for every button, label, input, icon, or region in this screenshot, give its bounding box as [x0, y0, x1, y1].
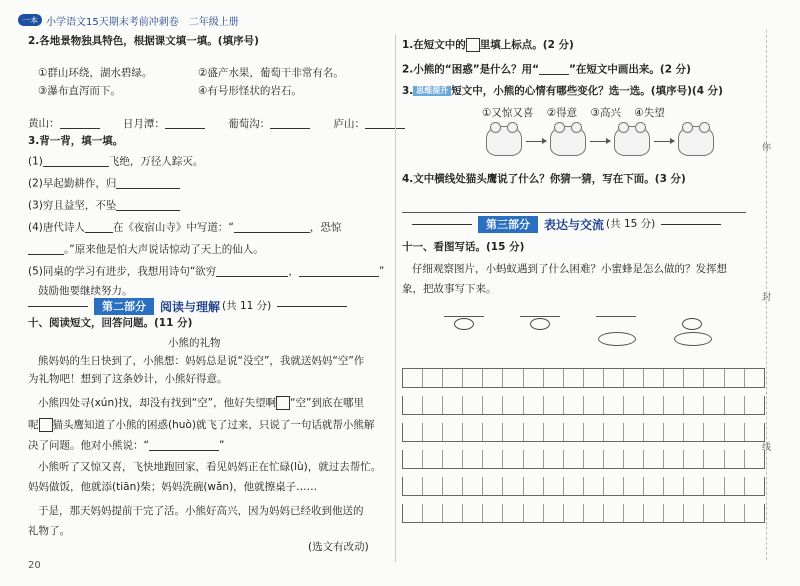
grid-cell[interactable]	[624, 504, 644, 522]
grid-cell[interactable]	[664, 477, 684, 495]
grid-row[interactable]	[402, 423, 765, 442]
place-lushan: 庐山：	[333, 117, 366, 130]
option: ③高兴	[590, 107, 621, 119]
story-title: 小熊的礼物	[168, 337, 221, 349]
grid-cell[interactable]	[664, 450, 684, 468]
grid-cell[interactable]	[463, 423, 483, 441]
grid-row[interactable]	[402, 450, 765, 469]
grid-cell[interactable]	[704, 477, 724, 495]
margin-char-1: 你	[762, 143, 772, 153]
divider-line	[28, 306, 88, 307]
grid-cell[interactable]	[604, 423, 624, 441]
part3-score: (共 15 分)	[606, 218, 656, 231]
answer-blank[interactable]	[60, 118, 100, 129]
grid-cell[interactable]	[503, 477, 523, 495]
grid-cell[interactable]	[704, 504, 724, 522]
grid-cell[interactable]	[664, 504, 684, 522]
underline-sample	[539, 64, 569, 75]
grid-cell[interactable]	[544, 396, 564, 414]
answer-blank[interactable]	[85, 222, 113, 233]
q3-item-1	[28, 156, 203, 167]
grid-cell[interactable]	[584, 423, 604, 441]
answer-blank[interactable]	[270, 118, 310, 129]
grid-cell[interactable]	[483, 396, 503, 414]
item-text: (5)同桌的学习有进步，我想用诗句“欲穷	[28, 265, 217, 278]
picture-ant-grass	[440, 298, 488, 350]
grid-cell[interactable]	[403, 423, 423, 441]
grid-cell[interactable]	[725, 450, 745, 468]
grid-cell[interactable]	[644, 423, 664, 441]
grid-cell[interactable]	[725, 423, 745, 441]
grid-cell[interactable]	[564, 504, 584, 522]
option: ①又惊又喜	[482, 107, 534, 119]
grid-cell[interactable]	[604, 477, 624, 495]
page-number: 20	[28, 560, 41, 571]
arrow-icon	[654, 141, 674, 142]
q2-option-3: ③瀑布直泻而下。	[38, 85, 121, 97]
q-text: 里填上标点。(2 分)	[479, 39, 574, 51]
grid-cell[interactable]	[604, 450, 624, 468]
grid-cell[interactable]	[624, 396, 644, 414]
column-divider	[395, 34, 396, 562]
grid-cell[interactable]	[684, 369, 704, 387]
grid-row[interactable]	[402, 477, 765, 496]
grid-cell[interactable]	[704, 369, 724, 387]
item-text: ”	[378, 265, 385, 278]
grid-cell[interactable]	[584, 396, 604, 414]
bear-face-icon	[678, 126, 714, 156]
place-putaogou: 葡萄沟：	[228, 117, 271, 130]
item-num: (1)	[28, 155, 43, 168]
q3-item-2	[28, 178, 180, 189]
item-text: 在《夜宿山寺》中写道：“	[112, 221, 234, 234]
grid-cell[interactable]	[564, 396, 584, 414]
page-header	[18, 12, 239, 28]
grid-cell[interactable]	[704, 423, 724, 441]
bear-face-icon	[614, 126, 650, 156]
story-text: ”	[218, 439, 225, 452]
grid-cell[interactable]	[584, 504, 604, 522]
answer-blank[interactable]	[165, 118, 205, 129]
grid-cell[interactable]	[524, 504, 544, 522]
q3-item-5	[28, 266, 384, 277]
q3-item-3	[28, 200, 180, 211]
grid-cell[interactable]	[524, 396, 544, 414]
grid-cell[interactable]	[624, 477, 644, 495]
divider-line	[277, 306, 347, 307]
item-text: 飞绝，万径人踪灭。	[108, 155, 204, 168]
grid-cell[interactable]	[483, 504, 503, 522]
grid-cell[interactable]	[423, 396, 443, 414]
divider-line	[412, 224, 472, 225]
grid-cell[interactable]	[664, 423, 684, 441]
q11-title: 十一、看图写话。(15 分)	[402, 241, 525, 253]
leaf-icon	[598, 332, 636, 346]
grid-cell[interactable]	[644, 369, 664, 387]
q2-option-2: ②盛产水果，葡萄干非常有名。	[198, 67, 344, 79]
grid-cell[interactable]	[624, 423, 644, 441]
r-q4: 4.文中横线处猫头鹰说了什么？你猜一猜，写在下面。(3 分)	[402, 173, 686, 185]
grid-cell[interactable]	[564, 450, 584, 468]
grid-cell[interactable]	[403, 450, 423, 468]
writing-grid[interactable]	[402, 368, 765, 531]
ant-icon	[454, 318, 474, 330]
story-p2-line1	[38, 396, 364, 410]
grid-cell[interactable]	[725, 369, 745, 387]
part2-score: (共 11 分)	[222, 300, 272, 313]
q2-option-4: ④有号形怪状的岩石。	[198, 85, 302, 97]
grid-cell[interactable]	[745, 477, 764, 495]
grid-cell[interactable]	[644, 396, 664, 414]
grid-cell[interactable]	[403, 504, 423, 522]
story-p2-line2	[28, 418, 374, 432]
grid-cell[interactable]	[604, 504, 624, 522]
grid-cell[interactable]	[664, 369, 684, 387]
r-q1	[402, 38, 574, 52]
divider-line	[661, 224, 721, 225]
story-text: 呢	[28, 419, 39, 431]
margin-char-2: 封	[762, 293, 772, 303]
grid-cell[interactable]	[745, 423, 764, 441]
item-text: (4)唐代诗人	[28, 221, 85, 234]
part2-badge: 第二部分	[94, 298, 154, 315]
grid-cell[interactable]	[584, 369, 604, 387]
grid-cell[interactable]	[503, 450, 523, 468]
grid-row[interactable]	[402, 396, 765, 415]
bear-face-icon	[486, 126, 522, 156]
grid-cell[interactable]	[564, 423, 584, 441]
grid-cell[interactable]	[423, 477, 443, 495]
q-num: 3.	[402, 85, 414, 97]
answer-blank[interactable]	[43, 156, 109, 167]
item-text: 。”原来他是怕大声说话惊动了天上的仙人。	[64, 243, 264, 256]
part2-heading	[28, 298, 378, 315]
grid-cell[interactable]	[443, 423, 463, 441]
story-p2-line3	[28, 440, 224, 451]
grid-cell[interactable]	[403, 369, 423, 387]
grid-cell[interactable]	[644, 450, 664, 468]
punct-box-icon	[466, 38, 480, 52]
grid-cell[interactable]	[684, 477, 704, 495]
grid-cell[interactable]	[423, 423, 443, 441]
q2-option-1: ①群山环绕，湖水碧绿。	[38, 67, 153, 79]
arrow-icon	[590, 141, 610, 142]
grid-cell[interactable]	[403, 396, 423, 414]
grid-cell[interactable]	[463, 504, 483, 522]
book-title: 小学语文15天期末考前冲刺卷	[46, 16, 179, 28]
grid-cell[interactable]	[624, 369, 644, 387]
picture-bee-flower	[516, 298, 564, 350]
option: ④失望	[634, 107, 665, 119]
grid-cell[interactable]	[443, 450, 463, 468]
grid-cell[interactable]	[704, 450, 724, 468]
q-text: 1.在短文中的	[402, 39, 466, 51]
grid-cell[interactable]	[544, 477, 564, 495]
grid-cell[interactable]	[704, 396, 724, 414]
grid-cell[interactable]	[684, 396, 704, 414]
story-p1a: 熊妈妈的生日快到了，小熊想：妈妈总是说“没空”，我就送妈妈“空”作	[38, 355, 365, 367]
q-text: 短文中，小熊的心情有哪些变化？选一选。(填序号)(4 分)	[451, 85, 723, 97]
answer-blank[interactable]	[116, 178, 180, 189]
grid-cell[interactable]	[664, 396, 684, 414]
grid-cell[interactable]	[463, 477, 483, 495]
grid-cell[interactable]	[745, 369, 764, 387]
grid-cell[interactable]	[443, 396, 463, 414]
r-q2	[402, 64, 691, 75]
q2-title: 2.各地景物独具特色，根据课文填一填。(填序号)	[28, 35, 259, 47]
grid-cell[interactable]	[644, 504, 664, 522]
q11-prompt-a: 仔细观察图片，小蚂蚁遇到了什么困难？小蜜蜂是怎么做的？发挥想	[412, 263, 727, 275]
grid-cell[interactable]	[684, 423, 704, 441]
item-text: (2)早起勤耕作，归	[28, 177, 117, 190]
grid-row[interactable]	[402, 368, 765, 388]
grid-cell[interactable]	[544, 423, 564, 441]
story-text: 小熊四处寻(xún)找，却没有找到“空”，他好失望啊	[38, 397, 277, 409]
grid-cell[interactable]	[584, 477, 604, 495]
answer-blank[interactable]	[234, 222, 310, 233]
grid-cell[interactable]	[463, 369, 483, 387]
r-q3	[402, 86, 723, 97]
q2-place-row	[28, 118, 405, 129]
grid-row[interactable]	[402, 504, 765, 523]
grid-cell[interactable]	[544, 450, 564, 468]
picture-ant-leaf	[668, 298, 716, 350]
grid-cell[interactable]	[423, 369, 443, 387]
r-q3-options	[482, 108, 665, 119]
grade-label: 二年级上册	[188, 16, 239, 28]
story-pictures	[440, 298, 716, 350]
margin-char-3: 线	[762, 443, 772, 453]
place-riyuetan: 日月潭：	[122, 117, 165, 130]
grid-cell[interactable]	[564, 477, 584, 495]
grid-cell[interactable]	[544, 504, 564, 522]
q3-item-4-cont	[28, 244, 264, 255]
picture-ant-water	[592, 298, 640, 350]
story-p4a: 于是，那天妈妈提前干完了活。小熊好高兴，因为妈妈已经收到他送的	[38, 505, 364, 517]
grid-cell[interactable]	[684, 504, 704, 522]
grid-cell[interactable]	[644, 477, 664, 495]
grid-cell[interactable]	[503, 369, 523, 387]
grid-cell[interactable]	[463, 396, 483, 414]
grid-cell[interactable]	[604, 396, 624, 414]
bee-icon	[530, 318, 550, 330]
grid-cell[interactable]	[725, 396, 745, 414]
answer-blank[interactable]	[116, 200, 180, 211]
part3-title: 表达与交流	[544, 217, 605, 232]
q3-item-5-cont: 鼓励他要继续努力。	[38, 285, 133, 297]
grid-cell[interactable]	[725, 504, 745, 522]
story-p3b: 妈妈做饭，他就添(tiān)柴；妈妈洗碗(wǎn)，他就擦桌子……	[28, 481, 318, 493]
answer-blank[interactable]	[365, 118, 405, 129]
answer-blank[interactable]	[299, 266, 379, 277]
grid-cell[interactable]	[443, 369, 463, 387]
story-text: 猫头鹰知道了小熊的困惑(huò)就飞了过来，只说了一句话就帮小熊解	[52, 419, 375, 431]
grid-cell[interactable]	[524, 477, 544, 495]
grid-cell[interactable]	[483, 423, 503, 441]
story-text: “空”到底在哪里	[290, 397, 364, 409]
q3-title: 3.背一背，填一填。	[28, 135, 124, 147]
grid-cell[interactable]	[423, 504, 443, 522]
grid-cell[interactable]	[624, 450, 644, 468]
q3-item-4	[28, 222, 341, 233]
leaf-icon	[674, 332, 712, 346]
bear-face-icon	[550, 126, 586, 156]
grid-cell[interactable]	[483, 369, 503, 387]
answer-line[interactable]	[402, 212, 746, 213]
grid-cell[interactable]	[423, 450, 443, 468]
q-text: ”在短文中画出来。(2 分)	[569, 63, 691, 76]
thinking-tag: 思维提升	[413, 86, 451, 96]
grid-cell[interactable]	[503, 396, 523, 414]
q11-prompt-b: 象，把故事写下来。	[402, 283, 497, 295]
item-text: ，	[288, 265, 299, 278]
part3-badge: 第三部分	[478, 216, 538, 233]
grid-cell[interactable]	[483, 477, 503, 495]
brand-logo: 一本	[18, 14, 42, 26]
punct-box[interactable]	[39, 418, 53, 432]
story-p4b: 礼物了。	[28, 525, 70, 537]
part2-title: 阅读与理解	[160, 299, 221, 314]
grid-cell[interactable]	[524, 450, 544, 468]
grid-cell[interactable]	[725, 477, 745, 495]
grid-cell[interactable]	[584, 450, 604, 468]
punct-box[interactable]	[276, 396, 290, 410]
q-text: 2.小熊的“困惑”是什么？用“	[402, 63, 539, 76]
place-huangshan: 黄山：	[28, 117, 60, 130]
q10-title: 十、阅读短文，回答问题。(11 分)	[28, 317, 193, 329]
option: ②得意	[546, 107, 578, 119]
grid-cell[interactable]	[503, 504, 523, 522]
part3-heading	[412, 216, 752, 233]
grid-cell[interactable]	[745, 450, 764, 468]
item-text: (3)穷且益坚，不坠	[28, 199, 117, 212]
grid-cell[interactable]	[564, 369, 584, 387]
answer-blank[interactable]	[216, 266, 288, 277]
grid-cell[interactable]	[745, 504, 764, 522]
grid-cell[interactable]	[463, 450, 483, 468]
answer-blank[interactable]	[28, 244, 64, 255]
grid-cell[interactable]	[443, 477, 463, 495]
grid-cell[interactable]	[524, 423, 544, 441]
grid-cell[interactable]	[524, 369, 544, 387]
grid-cell[interactable]	[443, 504, 463, 522]
grid-cell[interactable]	[483, 450, 503, 468]
story-p1b: 为礼物吧！想到了这条妙计，小熊好得意。	[28, 373, 228, 385]
source-note: (选文有改动)	[308, 541, 369, 553]
grid-cell[interactable]	[604, 369, 624, 387]
grid-cell[interactable]	[684, 450, 704, 468]
answer-blank[interactable]	[149, 440, 219, 451]
item-text: ，恐惊	[309, 221, 342, 234]
grid-cell[interactable]	[745, 396, 764, 414]
arrow-icon	[526, 141, 546, 142]
grid-cell[interactable]	[403, 477, 423, 495]
bee-icon	[682, 318, 702, 330]
grid-cell[interactable]	[544, 369, 564, 387]
bear-sequence	[486, 126, 714, 156]
grid-cell[interactable]	[503, 423, 523, 441]
story-text: 决了问题。他对小熊说：“	[28, 439, 149, 452]
story-p3a: 小熊听了又惊又喜，飞快地跑回家，看见妈妈正在忙碌(lù)，就过去帮忙。	[38, 461, 382, 473]
